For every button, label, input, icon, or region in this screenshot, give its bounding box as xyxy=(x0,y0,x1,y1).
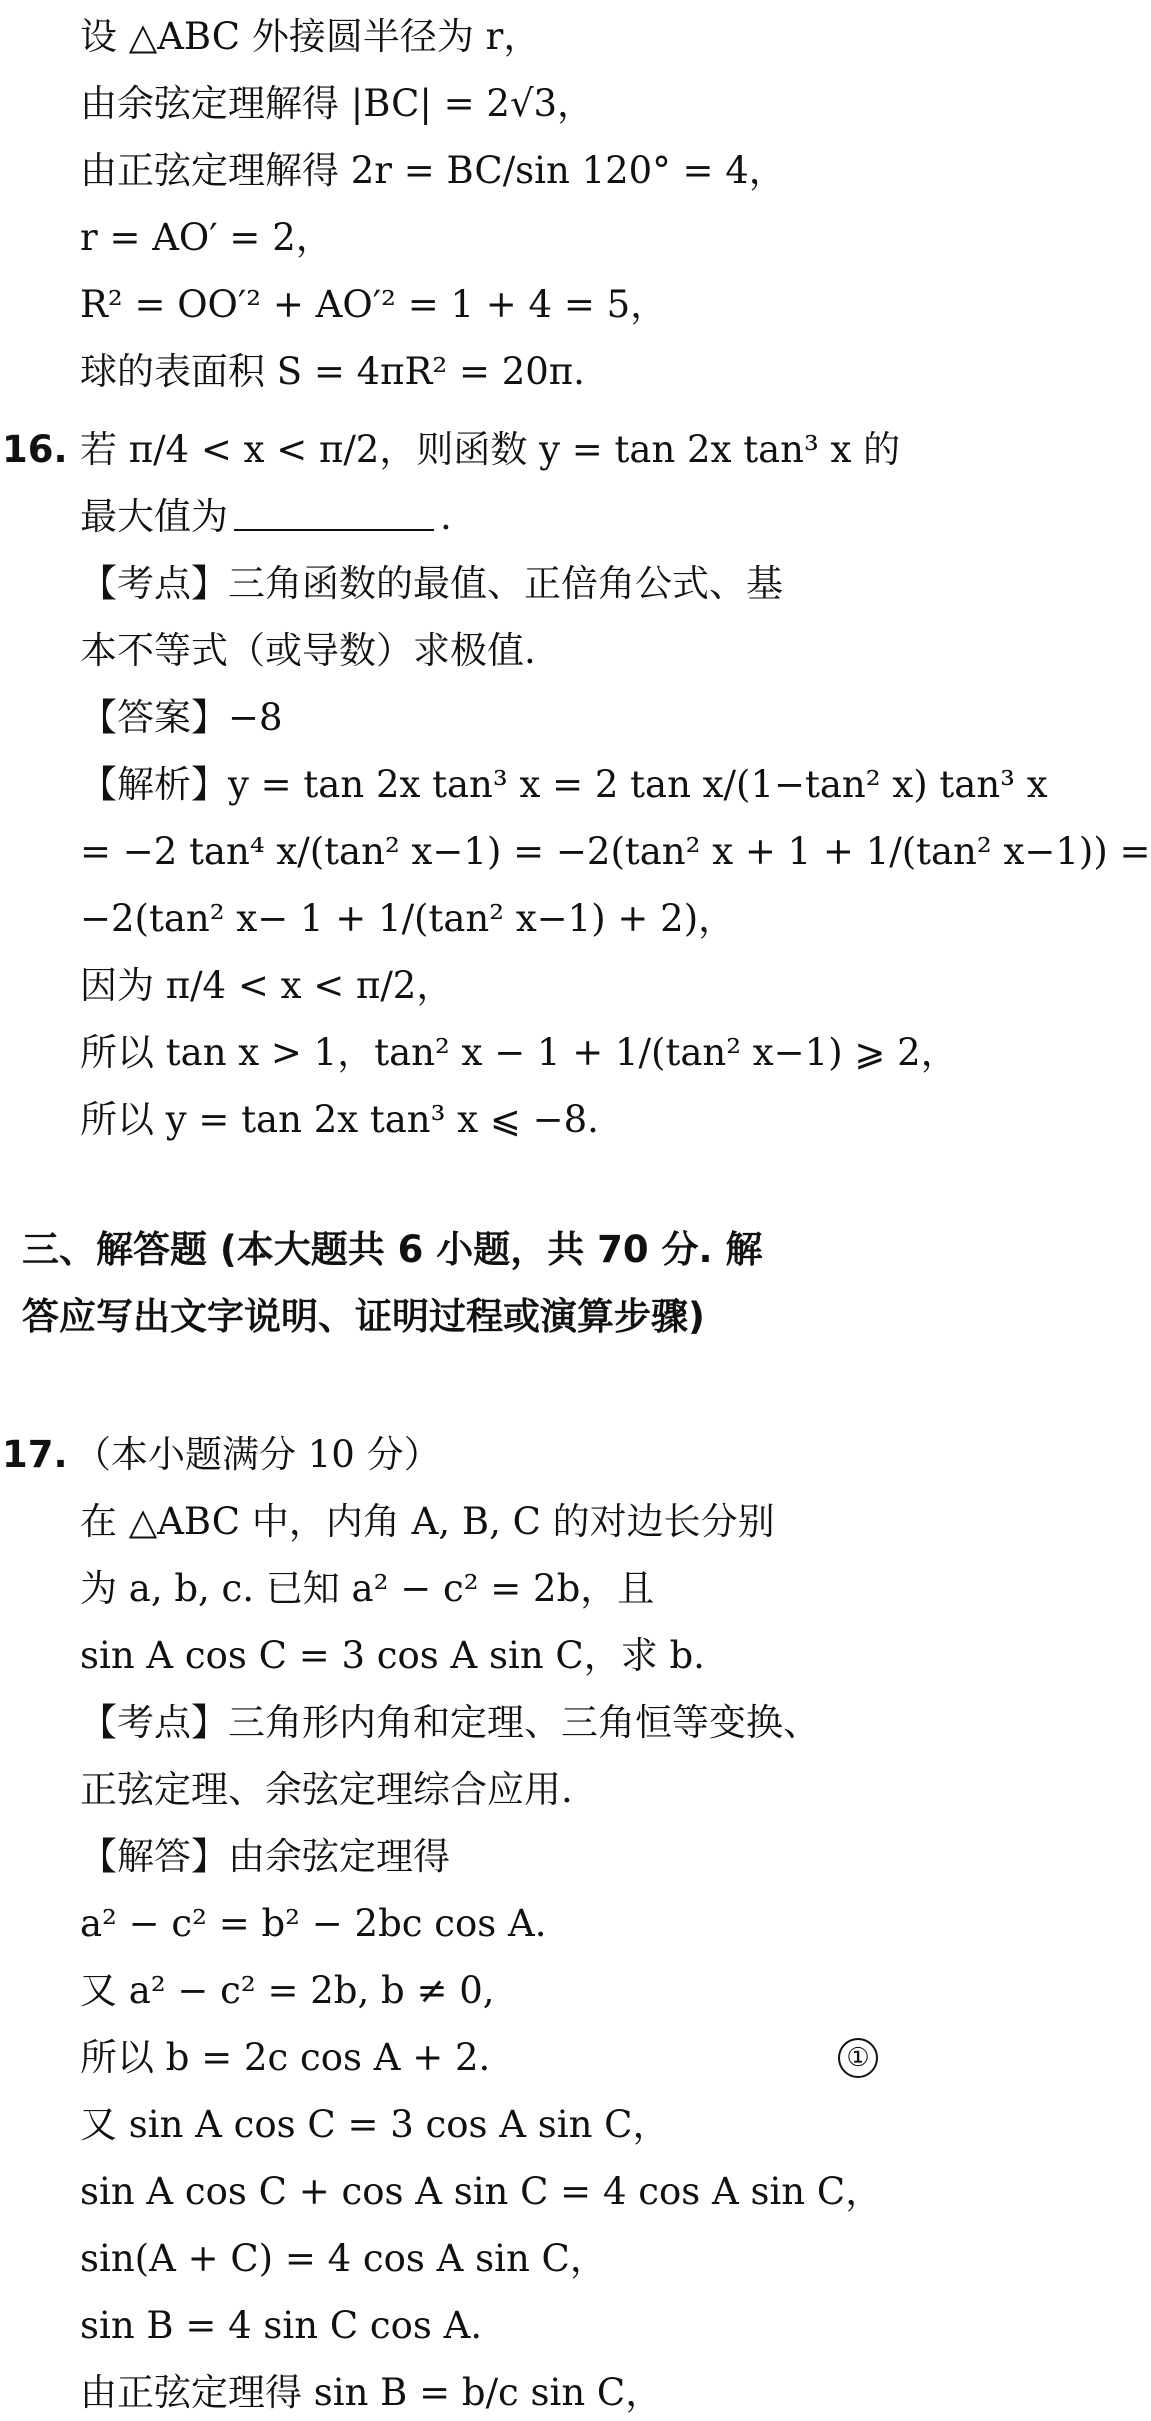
q17-line-1: 在 △ABC 中，内角 A, B, C 的对边长分别 xyxy=(80,1500,775,1543)
q16-line-6: −2(tan² x− 1 + 1/(tan² x−1) + 2)， xyxy=(80,897,736,940)
q17-score: （本小题满分 10 分） xyxy=(74,1433,441,1476)
q17-line-5: 正弦定理、余弦定理综合应用. xyxy=(80,1768,573,1811)
q17-line-9: 所以 b = 2c cos A + 2. xyxy=(80,2036,491,2079)
prev-line-1: 设 △ABC 外接圆半径为 r， xyxy=(80,15,541,58)
answer-blank xyxy=(234,495,434,531)
q16-line-9: 所以 y = tan 2x tan³ x ⩽ −8. xyxy=(80,1098,599,1141)
q17-line-14: 由正弦定理得 sin B = b/c sin C， xyxy=(80,2371,663,2414)
q17-number: 17. xyxy=(2,1433,68,1476)
prev-line-2: 由余弦定理解得 |BC| = 2√3， xyxy=(80,82,595,125)
prev-line-6: 球的表面积 S = 4πR² = 20π. xyxy=(80,350,585,393)
q17-line-10: 又 sin A cos C = 3 cos A sin C， xyxy=(80,2103,670,2146)
equation-marker: ① xyxy=(838,2038,878,2078)
prev-line-5: R² = OO′² + AO′² = 1 + 4 = 5， xyxy=(80,283,668,326)
q16-stem-b-row xyxy=(80,492,452,542)
q16-stem-b: 最大值为 xyxy=(80,495,228,538)
q16-line-4: 【解析】y = tan 2x tan³ x = 2 tan x/(1−tan² x) tan³ x xyxy=(80,763,1048,806)
q16-number: 16. xyxy=(2,428,68,471)
q16-line-1: 【考点】三角函数的最值、正倍角公式、基 xyxy=(80,562,783,605)
section-title-line-2: 答应写出文字说明、证明过程或演算步骤) xyxy=(22,1295,705,1338)
prev-line-3: 由正弦定理解得 2r = BC/sin 120° = 4， xyxy=(80,149,786,192)
q16-line-7: 因为 π/4 < x < π/2， xyxy=(80,964,454,1007)
q17-line-3: sin A cos C = 3 cos A sin C，求 b. xyxy=(80,1634,705,1677)
q17-line-13: sin B = 4 sin C cos A. xyxy=(80,2304,483,2347)
q16-line-3: 【答案】−8 xyxy=(80,696,283,739)
q17-line-6: 【解答】由余弦定理得 xyxy=(80,1835,450,1878)
section-title-line-1: 三、解答题 (本大题共 6 小题，共 70 分. 解 xyxy=(22,1228,763,1271)
prev-line-4: r = AO′ = 2， xyxy=(80,216,333,259)
q16-line-8: 所以 tan x > 1，tan² x − 1 + 1/(tan² x−1) ⩾ 2， xyxy=(80,1031,958,1074)
q17-line-2: 为 a, b, c. 已知 a² − c² = 2b，且 xyxy=(80,1567,655,1610)
q16-stem-end: . xyxy=(440,495,452,538)
q17-line-11: sin A cos C + cos A sin C = 4 cos A sin C， xyxy=(80,2170,883,2213)
q17-line-8: 又 a² − c² = 2b, b ≠ 0, xyxy=(80,1969,495,2012)
q16-line-2: 本不等式（或导数）求极值. xyxy=(80,629,536,672)
q17-line-4: 【考点】三角形内角和定理、三角恒等变换、 xyxy=(80,1701,820,1744)
q17-line-7: a² − c² = b² − 2bc cos A. xyxy=(80,1902,547,1945)
q16-stem-a: 若 π/4 < x < π/2，则函数 y = tan 2x tan³ x 的 xyxy=(80,428,901,471)
q17-line-12: sin(A + C) = 4 cos A sin C， xyxy=(80,2237,607,2280)
q16-line-5: = −2 tan⁴ x/(tan² x−1) = −2(tan² x + 1 + 1/(tan² x−1)) = xyxy=(80,830,1151,873)
